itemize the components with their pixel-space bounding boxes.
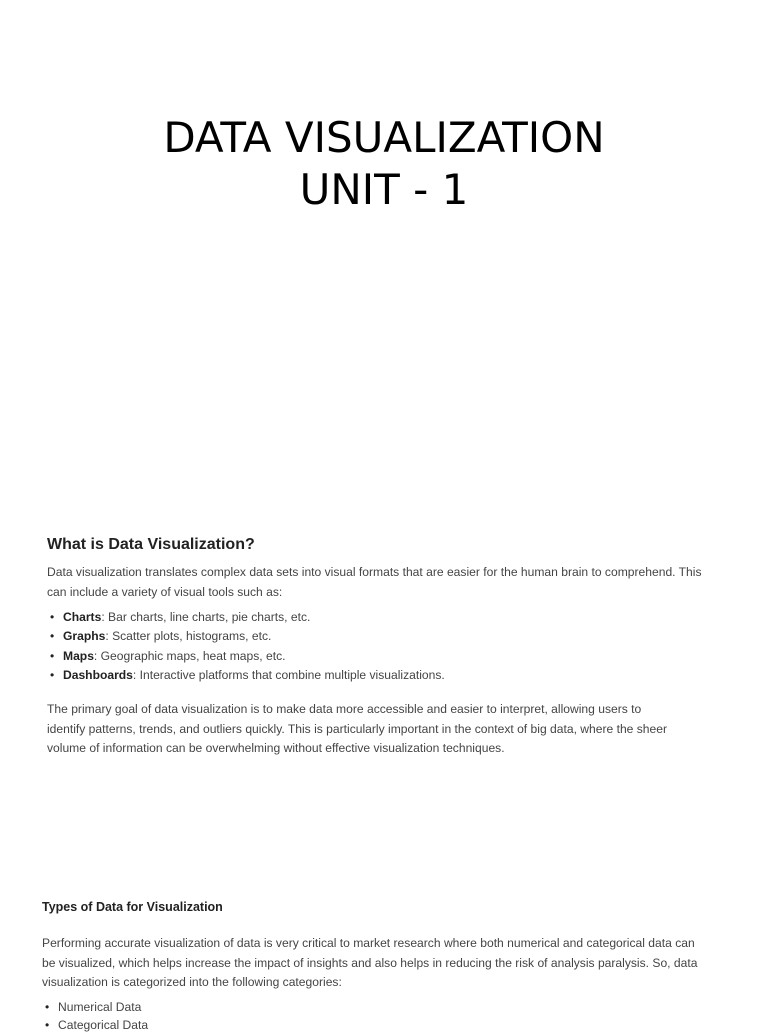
data-types-list	[42, 998, 742, 1034]
list-item	[47, 627, 747, 646]
bullet-icon: •	[45, 999, 50, 1014]
bullet-icon: •	[50, 648, 55, 663]
title-line-1: DATA VISUALIZATION	[163, 113, 605, 162]
section-types-of-data	[42, 897, 742, 1034]
title-line-2: UNIT - 1	[299, 165, 469, 214]
list-item-term: Maps	[63, 648, 94, 663]
types-line-2: be visualized, which helps increase the impact of insights and also helps in reducing the risk of analysis paralysis. So, data	[42, 955, 698, 970]
list-item	[47, 666, 747, 685]
bullet-icon: •	[50, 629, 55, 644]
list-item-term: Graphs	[63, 629, 106, 644]
goal-line-3: volume of information can be overwhelming without effective visualization techniques.	[47, 741, 505, 756]
types-line-3: visualization is categorized into the following categories:	[42, 975, 342, 989]
list-item-desc: : Interactive platforms that combine multiple visualizations.	[132, 667, 445, 682]
list-item-desc: : Bar charts, line charts, pie charts, etc.	[101, 610, 311, 624]
bullet-icon: •	[50, 667, 55, 682]
list-item	[42, 1016, 742, 1034]
intro-line-1: Data visualization translates complex data sets into visual formats that are easier for the human brain to comprehend. This	[47, 565, 702, 579]
intro-paragraph	[47, 563, 747, 602]
intro-line-2: can include a variety of visual tools such as:	[47, 584, 283, 599]
types-paragraph	[42, 934, 742, 993]
list-item-label: Categorical Data	[58, 1017, 149, 1032]
list-item-term: Dashboards	[63, 667, 133, 682]
document-title	[0, 112, 768, 216]
list-item	[42, 998, 742, 1016]
list-item-label: Numerical Data	[58, 999, 142, 1014]
goal-line-2: identify patterns, trends, and outliers quickly. This is particularly important in the context of big data, where the sheer	[47, 721, 668, 736]
list-item-desc: : Geographic maps, heat maps, etc.	[93, 648, 286, 663]
list-item-term: Charts	[63, 610, 102, 624]
bullet-icon: •	[45, 1017, 50, 1032]
bullet-icon: •	[50, 610, 55, 624]
list-item	[47, 608, 747, 627]
goal-line-1: The primary goal of data visualization is to make data more accessible and easier to interpret, allowing users to	[47, 702, 642, 717]
list-item-desc: : Scatter plots, histograms, etc.	[105, 629, 272, 644]
visual-tools-list	[47, 608, 747, 685]
types-line-1: Performing accurate visualization of data is very critical to market research where both numerical and categorical data can	[42, 936, 695, 950]
section-what-is-data-visualization	[47, 534, 747, 759]
section-heading: Types of Data for Visualization	[42, 900, 223, 914]
list-item	[47, 647, 747, 666]
goal-paragraph	[47, 700, 747, 759]
section-heading: What is Data Visualization?	[47, 536, 255, 553]
